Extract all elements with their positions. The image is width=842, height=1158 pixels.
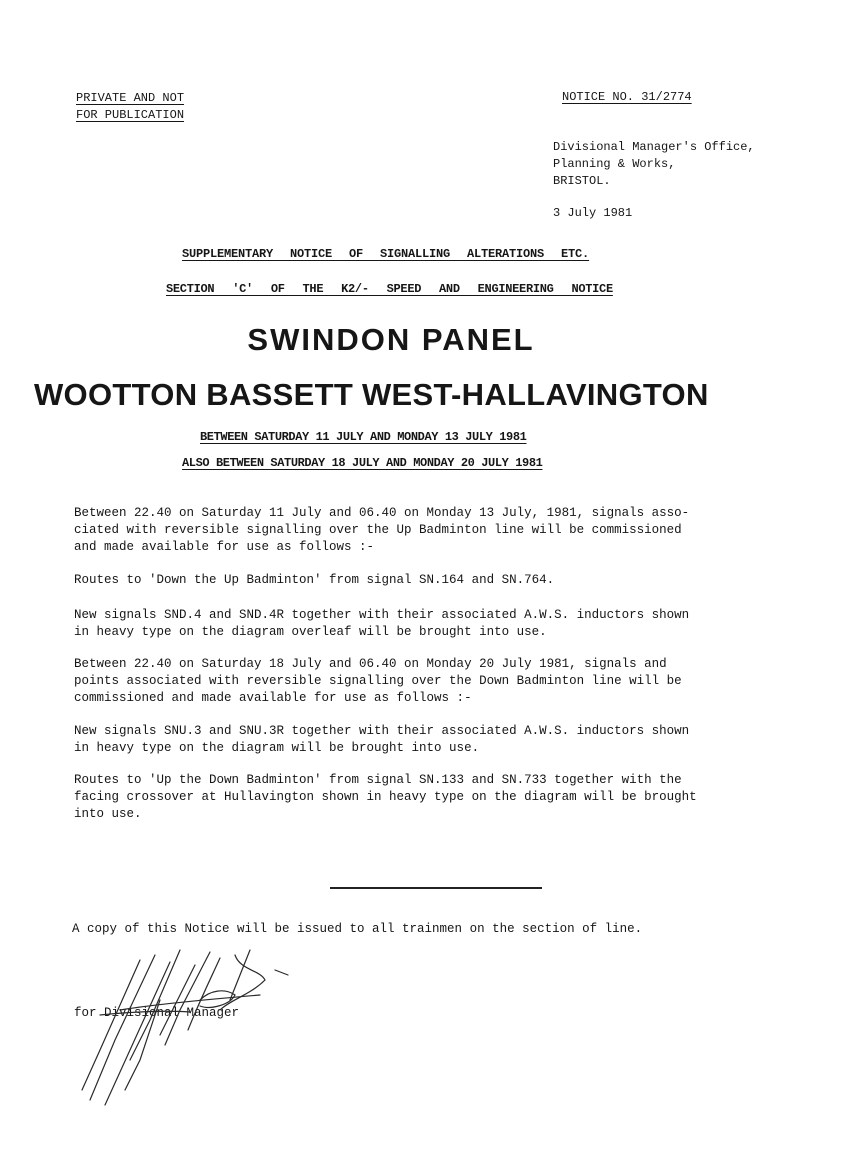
office-line-3: BRISTOL. (553, 174, 611, 188)
paragraph-4: Between 22.40 on Saturday 18 July and 06.40 on Monday 20 July 1981, signals and points associated with reversible signalling over the Down Badminton line will be commissioned and made available for use as follows :- (74, 657, 682, 705)
paragraph-2: Routes to 'Down the Up Badminton' from signal SN.164 and SN.764. (74, 573, 555, 587)
office-line-2: Planning & Works, (553, 157, 676, 171)
title-route: WOOTTON BASSETT WEST-HALLAVINGTON (34, 377, 709, 412)
paragraph-3: New signals SND.4 and SND.4R together with their associated A.W.S. inductors shown in heavy type on the diagram overleaf will be brought into use. (74, 608, 690, 639)
notice-date: 3 July 1981 (553, 206, 633, 220)
for-manager-label: for Divisional Manager (74, 1006, 240, 1020)
section-heading: SECTION 'C' OF THE K2/- SPEED AND ENGINEERING NOTICE (166, 282, 613, 296)
date-range-2: ALSO BETWEEN SATURDAY 18 JULY AND MONDAY 20 JULY 1981 (182, 456, 543, 470)
office-address (553, 139, 755, 190)
signature (60, 940, 300, 1110)
title-panel: SWINDON PANEL (247, 322, 535, 357)
paragraph-1: Between 22.40 on Saturday 11 July and 06.40 on Monday 13 July, 1981, signals asso- ciated with reversible signalling over the Up Badminton line will be commissioned and made available for use as follows :- (74, 506, 690, 554)
private-line-2: FOR PUBLICATION (76, 108, 185, 122)
date-range-1: BETWEEN SATURDAY 11 JULY AND MONDAY 13 JULY 1981 (200, 430, 527, 444)
divider-rule (330, 887, 542, 889)
paragraph-6: Routes to 'Up the Down Badminton' from signal SN.133 and SN.733 together with the facing crossover at Hullavington shown in heavy type on the diagram will be brought into use. (74, 773, 697, 821)
private-label (76, 90, 184, 124)
supplementary-heading: SUPPLEMENTARY NOTICE OF SIGNALLING ALTERATIONS ETC. (182, 247, 590, 261)
office-line-1: Divisional Manager's Office, (553, 140, 755, 154)
notice-number: NOTICE NO. 31/2774 (562, 90, 692, 104)
paragraph-5: New signals SNU.3 and SNU.3R together with their associated A.W.S. inductors shown in heavy type on the diagram will be brought into use. (74, 724, 690, 755)
private-line-1: PRIVATE AND NOT (76, 91, 185, 105)
copy-notice: A copy of this Notice will be issued to all trainmen on the section of line. (72, 922, 643, 936)
